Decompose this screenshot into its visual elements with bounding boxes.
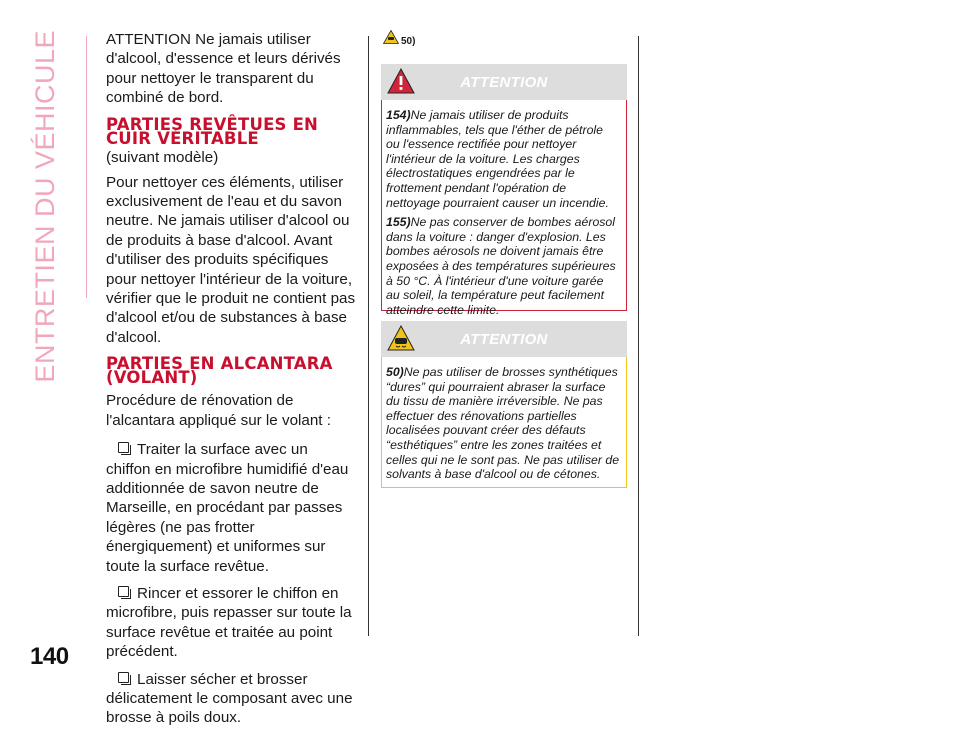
main-column: [106, 30, 356, 736]
section-title-text: ENTRETIEN DU VÉHICULE: [30, 30, 60, 383]
section-title: [30, 30, 80, 383]
checkbox-icon: [118, 442, 129, 453]
checkbox-icon: [118, 586, 129, 597]
list-item: Traiter la surface avec un chiffon en microfibre humidifié d'eau additionnée de savon neutre de Marseille, en procédant par passes légères (ne pas frotter énergiquement) et uniformes sur toute la surface revêtue.: [106, 441, 349, 575]
warning-yellow-title: ATTENTION: [460, 331, 548, 348]
warning-yellow-header: [381, 321, 627, 357]
warning-item: 155)Ne pas conserver de bombes aérosol dans la voiture : danger d'explosion. Les bombes aérosols ne doivent jamais être exposées à des températures supérieures à 50 °C. À l'intérieur d'une voiture garée au soleil, la température peut facilement atteindre cette limite.: [386, 215, 616, 317]
column-divider-2: [638, 36, 639, 636]
heading-leather: PARTIES REVÊTUES EN CUIR VÉRITABLE: [106, 114, 319, 148]
warning-item: 50)Ne pas utiliser de brosses synthétiques “dures” qui pourraient abraser la surface du tissu de manière irréversible. Ne pas effectuer des rénovations partielles localisées pouvant créer des défauts “esthétiques” entre les zones traitées et celles qui ne le sont pas. Ne pas utiliser de solvants à base d'alcool ou de cétones.: [386, 365, 620, 482]
warning-red-title: ATTENTION: [460, 74, 548, 91]
warnings-column: [381, 30, 627, 488]
reference-row: [381, 30, 627, 56]
heading-alcantara: PARTIES EN ALCANTARA (VOLANT): [106, 354, 333, 388]
checkbox-icon: [118, 672, 129, 683]
warning-yellow-box: [381, 357, 627, 488]
page-number: 140: [30, 643, 69, 670]
list-item: Laisser sécher et brosser délicatement le composant avec une brosse à poils doux.: [106, 670, 353, 727]
list-item: Rincer et essorer le chiffon en microfibre, puis repasser sur toute la surface revêtue et traitée au point précédent.: [106, 584, 352, 661]
car-skid-icon: [383, 30, 399, 44]
leather-paragraph: Pour nettoyer ces éléments, utiliser exclusivement de l'eau et du savon neutre. Ne jamais utiliser d'alcool ou de produits à base d'alcool. Avant d'utiliser des produits spécifiques pour nettoyer l'intérieur de la voiture, vérifier que le produit ne contient pas d'alcool et/ou de substances à base d'alcool.: [106, 173, 356, 346]
warning-red-header: [381, 64, 627, 100]
section-rule: [86, 36, 87, 298]
intro-paragraph: ATTENTION Ne jamais utiliser d'alcool, d'essence et leurs dérivés pour nettoyer le transparent du combiné de bord.: [106, 31, 341, 107]
warning-red-box: [381, 100, 627, 317]
heading-leather-subtitle: (suivant modèle): [106, 148, 219, 166]
warning-item: 154)Ne jamais utiliser de produits inflammables, tels que l'éther de pétrole ou l'essence rectifiée pour nettoyer l'intérieur de la voiture. Les charges électrostatiques engendrées par le frottement pendant l'opération de nettoyage pourraient causer un incendie.: [386, 108, 609, 210]
column-divider-1: [368, 36, 369, 636]
reference-label: 50): [401, 36, 416, 47]
alcantara-intro: Procédure de rénovation de l'alcantara appliqué sur le volant :: [106, 392, 331, 429]
